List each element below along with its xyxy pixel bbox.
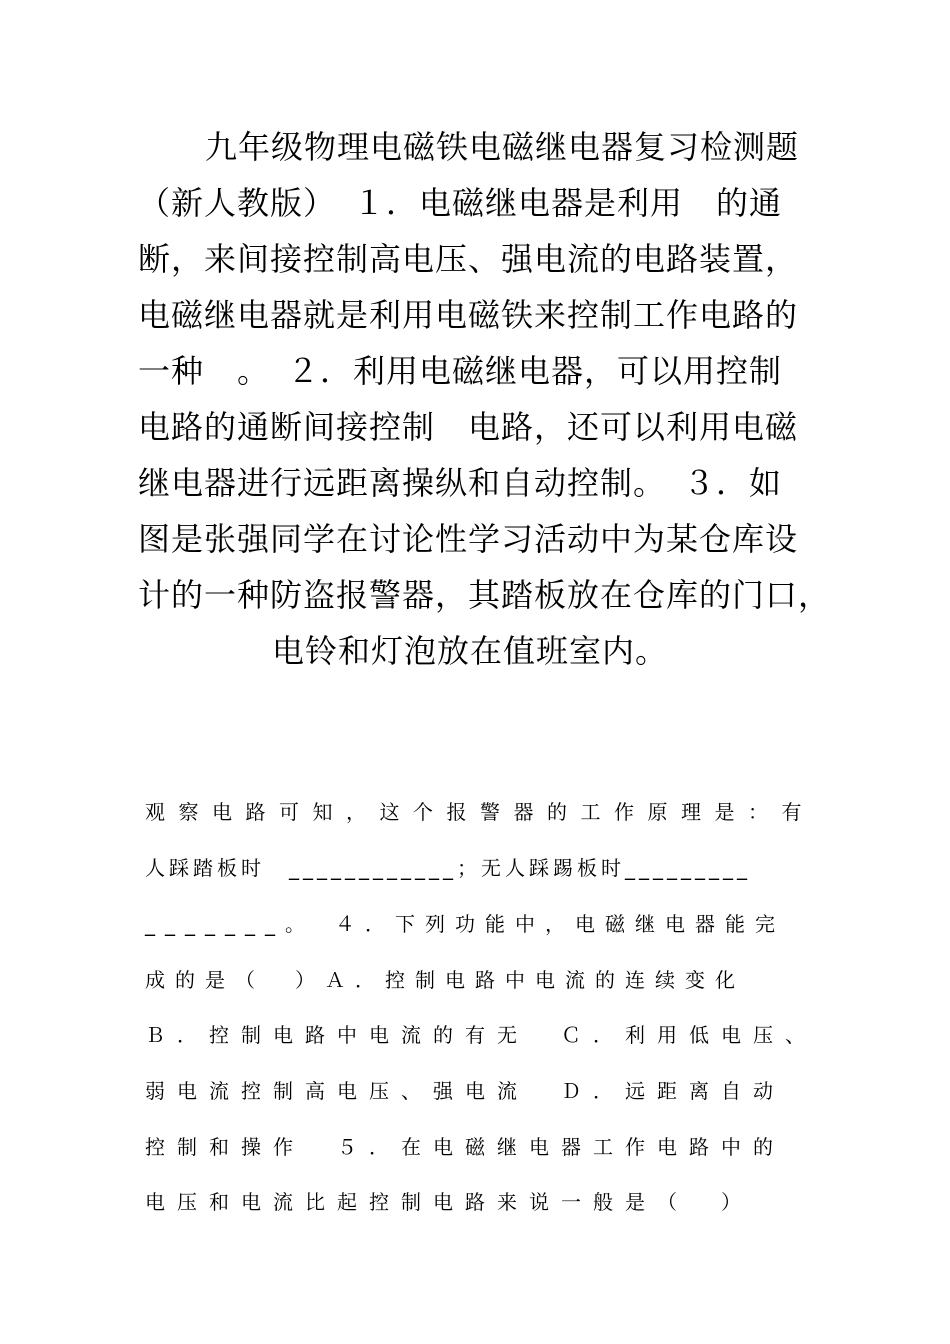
- body-line-4: 成的是（ ）Ａ．控制电路中电流的连续变化: [145, 968, 745, 992]
- heading-line-5: 一种 。 ２．利用电磁继电器，可以用控制: [138, 352, 783, 390]
- heading-line-1: 九年级物理电磁铁电磁继电器复习检测题: [205, 128, 800, 166]
- body-line-1: 观察电路可知，这个报警器的工作原理是：有: [145, 800, 815, 824]
- heading-line-8: 图是张强同学在讨论性学习活动中为某仓库设: [138, 520, 799, 558]
- body-line-8: 电压和电流比起控制电路来说一般是（ ）: [145, 1190, 753, 1214]
- heading-line-3: 断，来间接控制高电压、强电流的电路装置，: [138, 240, 799, 278]
- heading-line-10: 电铃和灯泡放在值班室内。: [272, 632, 669, 670]
- body-line-6: 弱电流控制高电压、强电流 Ｄ．远距离自动: [145, 1079, 785, 1103]
- heading-line-4: 电磁继电器就是利用电磁铁来控制工作电路的: [138, 296, 799, 334]
- heading-line-7: 继电器进行远距离操纵和自动控制。 ３．如: [138, 464, 783, 502]
- body-line-2: 人踩踏板时 ____________；无人踩踢板时_________: [145, 856, 751, 880]
- heading-line-6: 电路的通断间接控制 电路，还可以利用电磁: [138, 408, 799, 446]
- heading-line-2: （新人教版） １．电磁继电器是利用 的通: [138, 184, 783, 222]
- heading-line-9: 计的一种防盗报警器，其踏板放在仓库的门口，: [138, 576, 832, 614]
- body-line-3: _______。 ４．下列功能中，电磁继电器能完: [145, 912, 785, 936]
- body-line-7: 控制和操作 ５．在电磁继电器工作电路中的: [145, 1135, 785, 1159]
- body-line-5: Ｂ．控制电路中电流的有无 Ｃ．利用低电压、: [145, 1023, 817, 1047]
